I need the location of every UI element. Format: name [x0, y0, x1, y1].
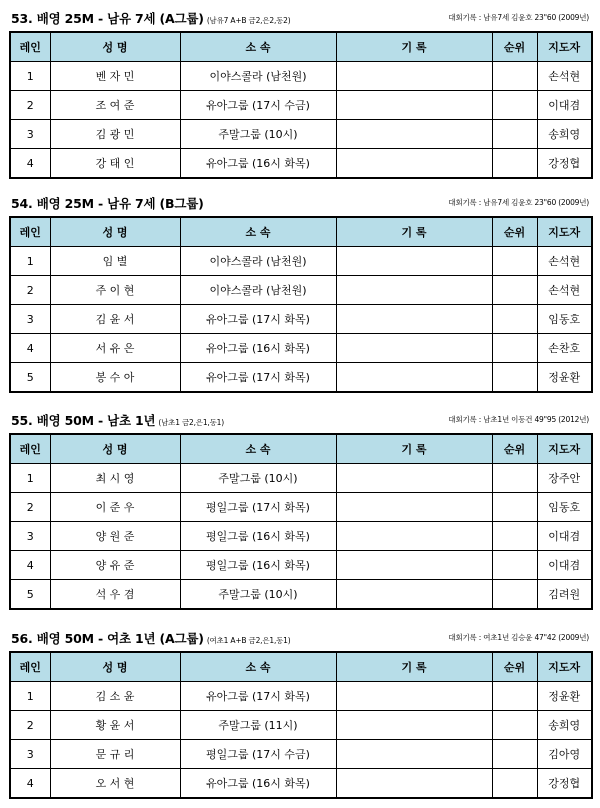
rank-cell [492, 334, 537, 363]
event-header [9, 3, 591, 31]
name-header: 성 명 [50, 32, 180, 62]
name-cell: 주 이 현 [50, 276, 180, 305]
name-cell: 양 유 준 [50, 551, 180, 580]
lane-header: 레인 [10, 652, 50, 682]
event-56-section [9, 623, 591, 799]
rank-cell [492, 276, 537, 305]
record-header: 기 록 [336, 652, 492, 682]
table-row [10, 682, 592, 711]
name-cell: 서 유 은 [50, 334, 180, 363]
table-row [10, 464, 592, 493]
rank-cell [492, 120, 537, 149]
record-cell [336, 149, 492, 179]
name-cell: 강 태 인 [50, 149, 180, 179]
record-cell [336, 62, 492, 91]
lane-cell: 4 [10, 149, 50, 179]
record-cell [336, 120, 492, 149]
coach-cell: 송희영 [537, 120, 592, 149]
event-header [9, 405, 591, 433]
heat-table [9, 216, 593, 393]
coach-cell: 손찬호 [537, 334, 592, 363]
coach-header: 지도자 [537, 652, 592, 682]
rank-cell [492, 363, 537, 393]
coach-cell: 김려원 [537, 580, 592, 610]
record-cell [336, 334, 492, 363]
rank-cell [492, 711, 537, 740]
coach-header: 지도자 [537, 217, 592, 247]
coach-header: 지도자 [537, 434, 592, 464]
coach-cell: 송희영 [537, 711, 592, 740]
record-cell [336, 551, 492, 580]
coach-cell: 이대겸 [537, 522, 592, 551]
affiliation-cell: 평일그룹 (16시 화목) [180, 551, 336, 580]
coach-cell: 김아영 [537, 740, 592, 769]
lane-cell: 3 [10, 522, 50, 551]
table-row [10, 493, 592, 522]
record-cell [336, 305, 492, 334]
record-cell [336, 91, 492, 120]
table-row [10, 522, 592, 551]
heat-table [9, 651, 593, 799]
rank-header: 순위 [492, 652, 537, 682]
lane-cell: 2 [10, 91, 50, 120]
coach-cell: 손석현 [537, 276, 592, 305]
name-cell: 양 원 준 [50, 522, 180, 551]
affiliation-cell: 유아그룹 (16시 화목) [180, 769, 336, 799]
rank-cell [492, 62, 537, 91]
rank-header: 순위 [492, 32, 537, 62]
table-row [10, 580, 592, 610]
coach-cell: 정윤환 [537, 682, 592, 711]
rank-cell [492, 305, 537, 334]
name-cell: 이 준 우 [50, 493, 180, 522]
rank-cell [492, 91, 537, 120]
table-row [10, 120, 592, 149]
affiliation-cell: 주말그룹 (10시) [180, 580, 336, 610]
table-row [10, 711, 592, 740]
record-cell [336, 740, 492, 769]
event-header [9, 188, 591, 216]
rank-cell [492, 149, 537, 179]
record-cell [336, 682, 492, 711]
record-cell [336, 276, 492, 305]
name-cell: 김 소 윤 [50, 682, 180, 711]
affiliation-cell: 주말그룹 (10시) [180, 120, 336, 149]
affiliation-cell: 유아그룹 (17시 화목) [180, 682, 336, 711]
event-54-section [9, 188, 591, 393]
event-medal-note: (남초1 금2,은1,동1) [158, 418, 224, 427]
name-cell: 김 광 민 [50, 120, 180, 149]
record-cell [336, 464, 492, 493]
event-55-section [9, 405, 591, 610]
record-header: 기 록 [336, 217, 492, 247]
name-header: 성 명 [50, 217, 180, 247]
affiliation-header: 소 속 [180, 32, 336, 62]
rank-header: 순위 [492, 434, 537, 464]
lane-cell: 2 [10, 711, 50, 740]
affiliation-cell: 유아그룹 (17시 수금) [180, 91, 336, 120]
lane-header: 레인 [10, 434, 50, 464]
affiliation-cell: 유아그룹 (17시 화목) [180, 363, 336, 393]
rank-cell [492, 464, 537, 493]
table-header-row [10, 32, 592, 62]
name-cell: 최 시 영 [50, 464, 180, 493]
table-row [10, 62, 592, 91]
record-cell [336, 580, 492, 610]
coach-cell: 장주안 [537, 464, 592, 493]
lane-cell: 5 [10, 580, 50, 610]
lane-cell: 4 [10, 334, 50, 363]
rank-cell [492, 522, 537, 551]
name-header: 성 명 [50, 434, 180, 464]
lane-cell: 4 [10, 769, 50, 799]
name-cell: 문 규 리 [50, 740, 180, 769]
event-53-section [9, 3, 591, 179]
name-cell: 봉 수 아 [50, 363, 180, 393]
affiliation-cell: 이야스콜라 (남천원) [180, 62, 336, 91]
lane-cell: 1 [10, 247, 50, 276]
name-cell: 황 윤 서 [50, 711, 180, 740]
coach-cell: 강정협 [537, 769, 592, 799]
table-row [10, 334, 592, 363]
table-header-row [10, 434, 592, 464]
rank-cell [492, 493, 537, 522]
table-row [10, 740, 592, 769]
record-header: 기 록 [336, 434, 492, 464]
table-row [10, 551, 592, 580]
event-medal-note: (여초1 A+B 금2,은1,동1) [206, 636, 291, 645]
lane-cell: 1 [10, 682, 50, 711]
record-cell [336, 247, 492, 276]
coach-cell: 이대겸 [537, 551, 592, 580]
rank-cell [492, 769, 537, 799]
affiliation-cell: 유아그룹 (17시 화목) [180, 305, 336, 334]
table-header-row [10, 652, 592, 682]
record-cell [336, 711, 492, 740]
coach-cell: 임동호 [537, 305, 592, 334]
record-header: 기 록 [336, 32, 492, 62]
event-title: 56. 배영 50M - 여초 1년 (A그룹) (여초1 A+B 금2,은1,동1) [11, 631, 291, 646]
lane-cell: 3 [10, 305, 50, 334]
meet-record: 대회기록 : 여초1년 김승윤 47"42 (2009년) [448, 633, 589, 642]
affiliation-cell: 이야스콜라 (남천원) [180, 276, 336, 305]
record-cell [336, 363, 492, 393]
event-title: 55. 배영 50M - 남초 1년 (남초1 금2,은1,동1) [11, 413, 224, 428]
coach-cell: 손석현 [537, 62, 592, 91]
name-cell: 임 별 [50, 247, 180, 276]
rank-cell [492, 551, 537, 580]
affiliation-cell: 주말그룹 (10시) [180, 464, 336, 493]
record-cell [336, 769, 492, 799]
lane-cell: 3 [10, 120, 50, 149]
name-header: 성 명 [50, 652, 180, 682]
table-row [10, 149, 592, 179]
lane-cell: 2 [10, 493, 50, 522]
meet-record: 대회기록 : 남초1년 이동건 49"95 (2012년) [448, 415, 589, 424]
affiliation-cell: 평일그룹 (17시 수금) [180, 740, 336, 769]
rank-cell [492, 580, 537, 610]
meet-record: 대회기록 : 남유7세 김윤호 23"60 (2009년) [448, 13, 589, 22]
coach-cell: 손석현 [537, 247, 592, 276]
lane-cell: 5 [10, 363, 50, 393]
table-row [10, 276, 592, 305]
lane-cell: 4 [10, 551, 50, 580]
affiliation-header: 소 속 [180, 652, 336, 682]
lane-cell: 1 [10, 62, 50, 91]
affiliation-header: 소 속 [180, 217, 336, 247]
table-row [10, 247, 592, 276]
table-row [10, 363, 592, 393]
name-cell: 오 서 현 [50, 769, 180, 799]
table-header-row [10, 217, 592, 247]
rank-cell [492, 740, 537, 769]
coach-cell: 임동호 [537, 493, 592, 522]
lane-cell: 1 [10, 464, 50, 493]
coach-cell: 정윤환 [537, 363, 592, 393]
event-title: 53. 배영 25M - 남유 7세 (A그룹) (남유7 A+B 금2,은2,동2) [11, 11, 291, 26]
affiliation-cell: 평일그룹 (17시 화목) [180, 493, 336, 522]
event-medal-note: (남유7 A+B 금2,은2,동2) [206, 16, 291, 25]
table-row [10, 769, 592, 799]
name-cell: 석 우 겸 [50, 580, 180, 610]
heat-table [9, 433, 593, 610]
lane-header: 레인 [10, 32, 50, 62]
affiliation-header: 소 속 [180, 434, 336, 464]
event-title: 54. 배영 25M - 남유 7세 (B그룹) [11, 196, 204, 211]
affiliation-cell: 이야스콜라 (남천원) [180, 247, 336, 276]
lane-cell: 2 [10, 276, 50, 305]
name-cell: 벤 자 민 [50, 62, 180, 91]
record-cell [336, 493, 492, 522]
coach-header: 지도자 [537, 32, 592, 62]
rank-header: 순위 [492, 217, 537, 247]
name-cell: 김 윤 서 [50, 305, 180, 334]
rank-cell [492, 247, 537, 276]
rank-cell [492, 682, 537, 711]
table-row [10, 91, 592, 120]
table-row [10, 305, 592, 334]
lane-cell: 3 [10, 740, 50, 769]
name-cell: 조 여 준 [50, 91, 180, 120]
event-header [9, 623, 591, 651]
affiliation-cell: 평일그룹 (16시 화목) [180, 522, 336, 551]
heat-table [9, 31, 593, 179]
lane-header: 레인 [10, 217, 50, 247]
affiliation-cell: 주말그룹 (11시) [180, 711, 336, 740]
record-cell [336, 522, 492, 551]
affiliation-cell: 유아그룹 (16시 화목) [180, 334, 336, 363]
coach-cell: 이대겸 [537, 91, 592, 120]
coach-cell: 강정협 [537, 149, 592, 179]
affiliation-cell: 유아그룹 (16시 화목) [180, 149, 336, 179]
meet-record: 대회기록 : 남유7세 김윤호 23"60 (2009년) [448, 198, 589, 207]
